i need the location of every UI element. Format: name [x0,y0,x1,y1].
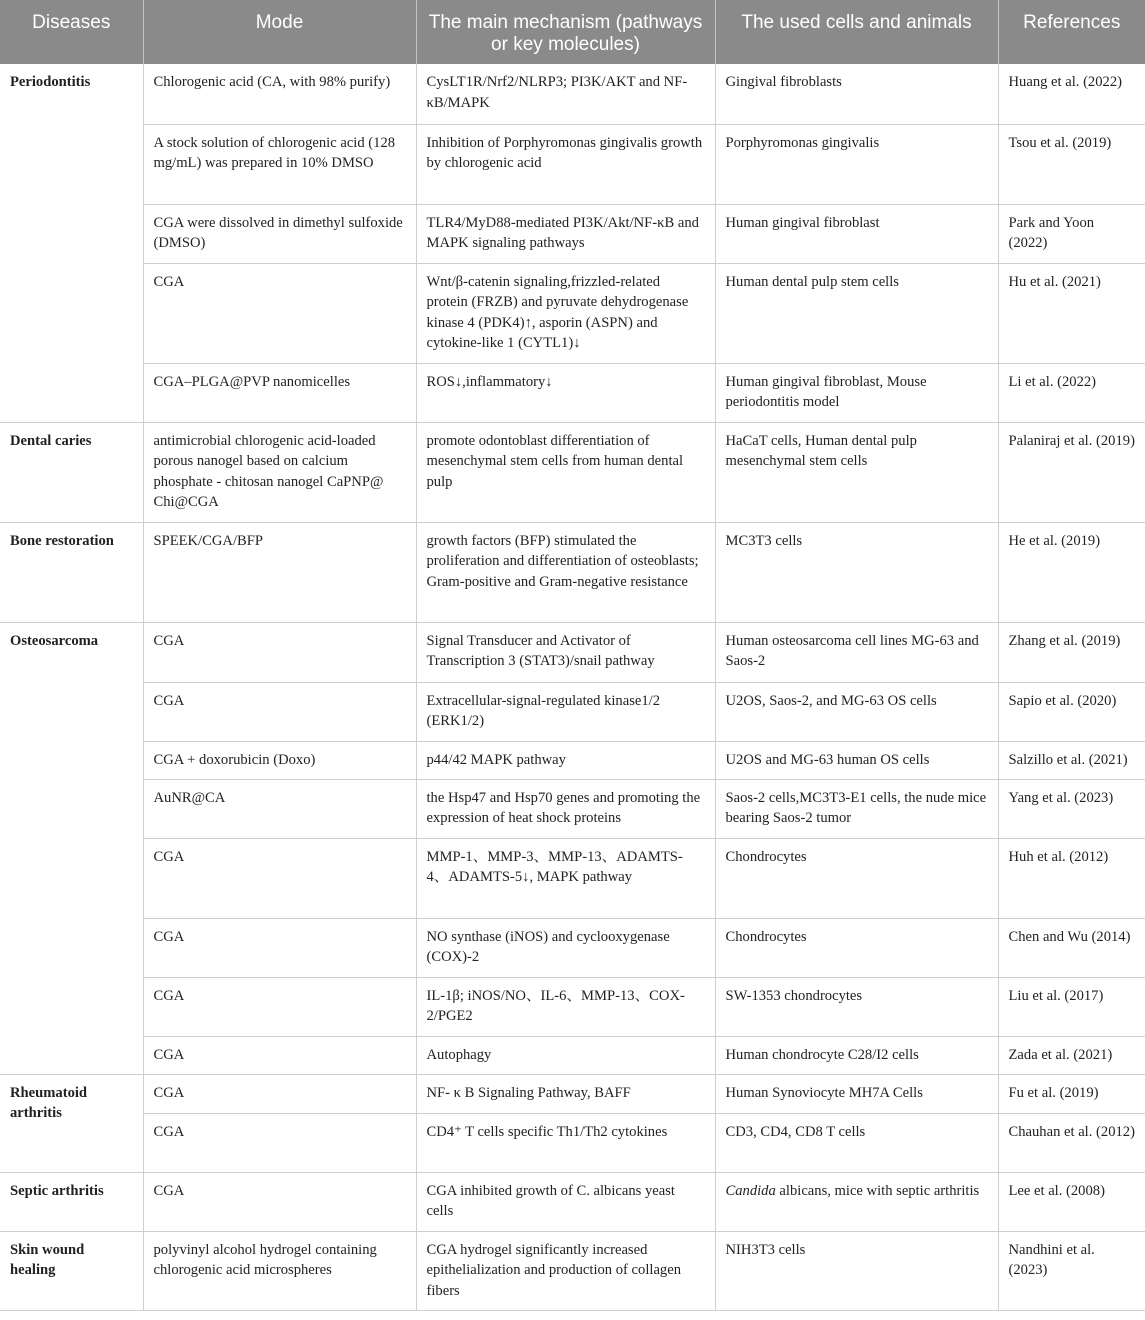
cells-cell: Human chondrocyte C28/I2 cells [715,1036,998,1074]
mode-cell: CGA [143,1074,416,1113]
header-diseases: Diseases [0,0,143,64]
cells-cell: CD3, CD4, CD8 T cells [715,1113,998,1172]
mechanism-cell: CysLT1R/Nrf2/NLRP3; PI3K/AKT and NF-κB/MAPK [416,64,715,124]
cells-cell: SW-1353 chondrocytes [715,977,998,1036]
mechanism-cell: TLR4/MyD88-mediated PI3K/Akt/NF-κB and MAPK signaling pathways [416,204,715,263]
table-row [0,1172,1145,1231]
mode-cell: CGA [143,1113,416,1172]
mode-cell: CGA [143,838,416,918]
table-row [0,363,1145,422]
header-cells-animals: The used cells and animals [715,0,998,64]
mode-cell: A stock solution of chlorogenic acid (128 mg/mL) was prepared in 10% DMSO [143,124,416,204]
table-row [0,977,1145,1036]
mechanism-cell: promote odontoblast differentiation of mesenchymal stem cells from human dental pulp [416,422,715,522]
table-row [0,522,1145,622]
mechanism-cell: IL-1β; iNOS/NO、IL-6、MMP-13、COX-2/PGE2 [416,977,715,1036]
cells-cell: Chondrocytes [715,838,998,918]
disease-cell: Osteosarcoma [0,622,143,1074]
mechanism-cell: CGA hydrogel significantly increased epithelialization and production of collagen fibers [416,1231,715,1310]
mode-cell: CGA [143,263,416,363]
mode-cell: CGA were dissolved in dimethyl sulfoxide (DMSO) [143,204,416,263]
reference-cell: Huh et al. (2012) [998,838,1145,918]
mode-cell: AuNR@CA [143,779,416,838]
cells-cell: Chondrocytes [715,918,998,977]
cells-cell: NIH3T3 cells [715,1231,998,1310]
cells-cell: Saos-2 cells,MC3T3-E1 cells, the nude mice bearing Saos-2 tumor [715,779,998,838]
cells-cell: HaCaT cells, Human dental pulp mesenchymal stem cells [715,422,998,522]
cells-cell: Human osteosarcoma cell lines MG-63 and Saos-2 [715,622,998,682]
reference-cell: Zada et al. (2021) [998,1036,1145,1074]
table-row [0,838,1145,918]
cells-cell: Human gingival fibroblast [715,204,998,263]
table-row [0,204,1145,263]
mode-cell: CGA [143,682,416,741]
cells-cell: Porphyromonas gingivalis [715,124,998,204]
mechanism-cell: Extracellular-signal-regulated kinase1/2 (ERK1/2) [416,682,715,741]
mode-cell: CGA [143,918,416,977]
mechanism-cell: growth factors (BFP) stimulated the proliferation and differentiation of osteoblasts; Gram-positive and Gram-negative resistance [416,522,715,622]
mode-cell: CGA [143,977,416,1036]
table-row [0,124,1145,204]
reference-cell: Lee et al. (2008) [998,1172,1145,1231]
reference-cell: Salzillo et al. (2021) [998,741,1145,779]
reference-cell: Sapio et al. (2020) [998,682,1145,741]
header-references: References [998,0,1145,64]
mode-cell: CGA [143,1172,416,1231]
disease-cell: Dental caries [0,422,143,522]
table-row [0,1231,1145,1310]
reference-cell: Liu et al. (2017) [998,977,1145,1036]
mechanism-cell: p44/42 MAPK pathway [416,741,715,779]
mechanism-cell: Signal Transducer and Activator of Transcription 3 (STAT3)/snail pathway [416,622,715,682]
reference-cell: Tsou et al. (2019) [998,124,1145,204]
mechanism-cell: NO synthase (iNOS) and cyclooxygenase (COX)-2 [416,918,715,977]
table-row [0,422,1145,522]
reference-cell: Li et al. (2022) [998,363,1145,422]
table-row [0,682,1145,741]
disease-cell: Bone restoration [0,522,143,622]
reference-cell: Nandhini et al. (2023) [998,1231,1145,1310]
table-row [0,1074,1145,1113]
mechanism-cell: Inhibition of Porphyromonas gingivalis growth by chlorogenic acid [416,124,715,204]
table-row [0,918,1145,977]
reference-cell: Huang et al. (2022) [998,64,1145,124]
cells-cell: MC3T3 cells [715,522,998,622]
cells-cell: Human Synoviocyte MH7A Cells [715,1074,998,1113]
table-row [0,622,1145,682]
cells-cell: Human gingival fibroblast, Mouse periodontitis model [715,363,998,422]
table-row [0,779,1145,838]
table-row [0,1113,1145,1172]
mechanism-cell: Wnt/β-catenin signaling,frizzled-related protein (FRZB) and pyruvate dehydrogenase kinase 4 (PDK4)↑, asporin (ASPN) and cytokine-like 1 (CYTL1)↓ [416,263,715,363]
mechanism-cell: ROS↓,inflammatory↓ [416,363,715,422]
mode-cell: CGA [143,1036,416,1074]
header-mode: Mode [143,0,416,64]
reference-cell: Zhang et al. (2019) [998,622,1145,682]
mode-cell: polyvinyl alcohol hydrogel containing chlorogenic acid microspheres [143,1231,416,1310]
table-row [0,64,1145,124]
mechanism-cell: the Hsp47 and Hsp70 genes and promoting the expression of heat shock proteins [416,779,715,838]
cells-italic-text: Candida [725,1182,776,1199]
reference-cell: Chauhan et al. (2012) [998,1113,1145,1172]
reference-cell: Chen and Wu (2014) [998,918,1145,977]
disease-cell: Septic arthritis [0,1172,143,1231]
disease-cell: Skin wound healing [0,1231,143,1310]
table-row [0,263,1145,363]
cells-cell [715,1172,998,1231]
disease-cell: Periodontitis [0,64,143,422]
reference-cell: He et al. (2019) [998,522,1145,622]
mode-cell: Chlorogenic acid (CA, with 98% purify) [143,64,416,124]
header-row [0,0,1145,64]
mode-cell: CGA–PLGA@PVP nanomicelles [143,363,416,422]
reference-cell: Hu et al. (2021) [998,263,1145,363]
cells-cell: Gingival fibroblasts [715,64,998,124]
cells-cell: U2OS, Saos-2, and MG-63 OS cells [715,682,998,741]
header-mechanism: The main mechanism (pathways or key molecules) [416,0,715,64]
cells-cell: U2OS and MG-63 human OS cells [715,741,998,779]
mode-cell: CGA [143,622,416,682]
mechanism-cell: MMP-1、MMP-3、MMP-13、ADAMTS-4、ADAMTS-5↓, MAPK pathway [416,838,715,918]
mode-cell: CGA + doxorubicin (Doxo) [143,741,416,779]
mode-cell: SPEEK/CGA/BFP [143,522,416,622]
reference-cell: Yang et al. (2023) [998,779,1145,838]
reference-cell: Park and Yoon (2022) [998,204,1145,263]
mechanism-cell: CGA inhibited growth of C. albicans yeast cells [416,1172,715,1231]
mechanism-cell: Autophagy [416,1036,715,1074]
cells-cell: Human dental pulp stem cells [715,263,998,363]
mechanism-cell: NF- κ B Signaling Pathway, BAFF [416,1074,715,1113]
mode-cell: antimicrobial chlorogenic acid-loaded porous nanogel based on calcium phosphate - chitosan nanogel CaPNP@ Chi@CGA [143,422,416,522]
table-row [0,1036,1145,1074]
mechanism-cell: CD4⁺ T cells specific Th1/Th2 cytokines [416,1113,715,1172]
reference-cell: Fu et al. (2019) [998,1074,1145,1113]
cells-text: albicans, mice with septic arthritis [775,1182,980,1199]
table-row [0,741,1145,779]
disease-cell: Rheumatoid arthritis [0,1074,143,1172]
reference-cell: Palaniraj et al. (2019) [998,422,1145,522]
